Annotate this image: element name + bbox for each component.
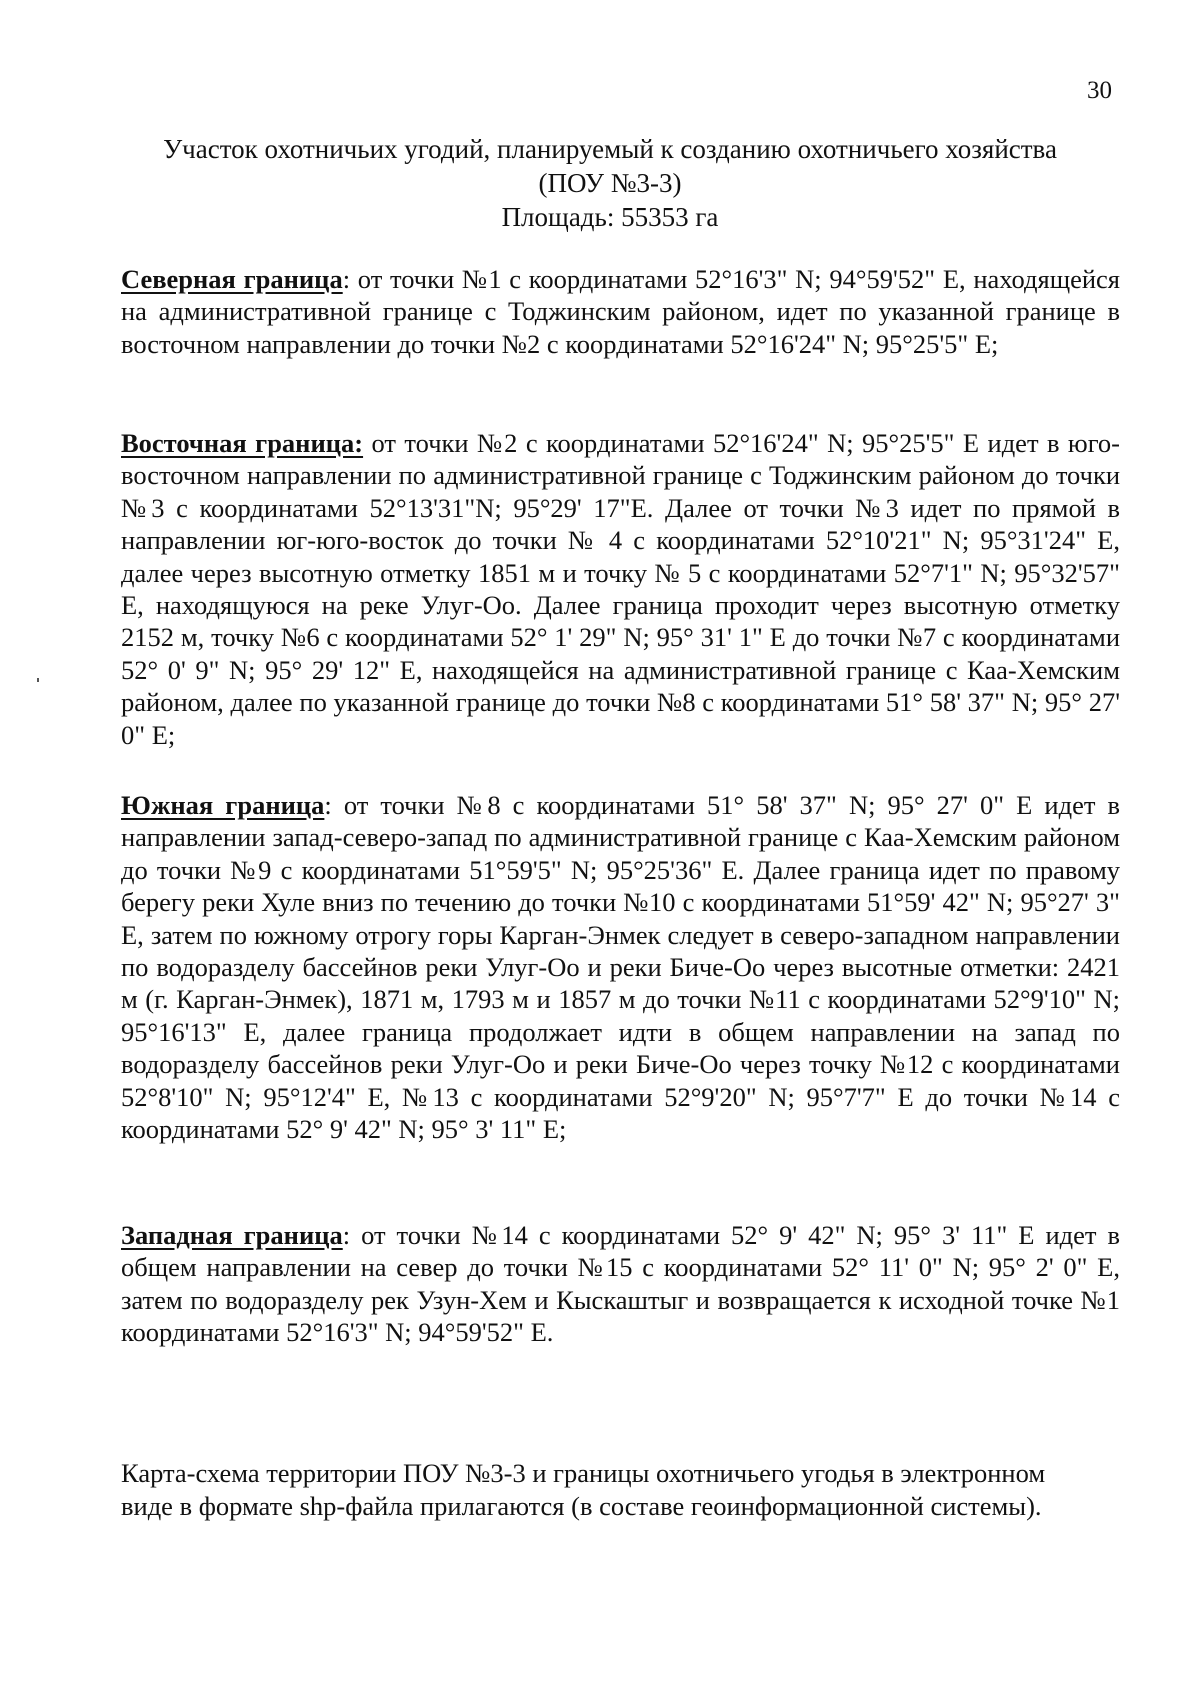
west-boundary-paragraph — [121, 1219, 1120, 1349]
west-boundary-text: : от точки №14 с координатами 52° 9' 42" N; 95° 3' 11" E идет в общем направлении на север до точки №15 с координатами 52° 11' 0" N; 95° 2' 0" E, затем по водоразделу рек Узун-Хем и Кыскаштыг и возвращается к исходной точке №1 координатами 52°16'3" N; 94°59'52" E. — [121, 1220, 1120, 1348]
north-boundary-paragraph — [121, 263, 1120, 360]
page-number: 30 — [1087, 77, 1112, 104]
header-area: Площадь: 55353 га — [501, 202, 719, 232]
west-boundary-heading: Западная граница — [121, 1220, 343, 1250]
document-header — [100, 132, 1120, 234]
scan-speck — [37, 678, 39, 682]
east-boundary-paragraph — [121, 427, 1120, 751]
attachment-note-line-2: виде в формате shp-файла прилагаются (в составе геоинформационной системы). — [121, 1491, 1042, 1521]
header-code: (ПОУ №3-3) — [538, 168, 682, 198]
north-boundary-heading: Северная граница — [121, 264, 343, 294]
north-boundary-text: : от точки №1 с координатами 52°16'3" N; 94°59'52" E, находящейся на административной границе с Тоджинским районом, идет по указанной границе в восточном направлении до точки №2 с координатами 52°16'24" N; 95°25'5" E; — [121, 264, 1121, 359]
south-boundary-text: : от точки №8 с координатами 51° 58' 37" N; 95° 27' 0" E идет в направлении запад-северо-запад по административной границе с Каа-Хемским районом до точки №9 с координатами 51°59'5" N; 95°25'36" E. Далее граница идет по правому берегу реки Хуле вниз по течению до точки №10 с координатами 51°59' 42" N; 95°27' 3" E, затем по южному отрогу горы Карган-Энмек следует в северо-западном направлении по водоразделу бассейнов реки Улуг-Оо и реки Биче-Оо через высотные отметки: 2421 м (г. Карган-Энмек), 1871 м, 1793 м и 1857 м до точки №11 с координатами 52°9'10" N; 95°16'13" E, далее граница продолжает идти в общем направлении на запад по водоразделу бассейнов реки Улуг-Оо и реки Биче-Оо через точку №12 с координатами 52°8'10" N; 95°12'4" E, №13 с координатами 52°9'20" N; 95°7'7" E до точки №14 с координатами 52° 9' 42" N; 95° 3' 11" E; — [121, 790, 1121, 1145]
header-title: Участок охотничьих угодий, планируемый к созданию охотничьего хозяйства — [163, 134, 1057, 164]
map-attachment-note — [121, 1457, 1120, 1523]
east-boundary-heading: Восточная граница: — [121, 428, 364, 458]
south-boundary-paragraph — [121, 789, 1120, 1145]
south-boundary-heading: Южная граница — [121, 790, 325, 820]
attachment-note-line-1: Карта-схема территории ПОУ №3-3 и границы охотничьего угодья в электронном — [121, 1458, 1046, 1488]
east-boundary-text: от точки №2 с координатами 52°16'24" N; 95°25'5" E идет в юго-восточном направлении по административной границе с Тоджинским районом до точки №3 с координатами 52°13'31"N; 95°29' 17"E. Далее от точки №3 идет по прямой в направлении юг-юго-восток до точки № 4 с координатами 52°10'21" N; 95°31'24" E, далее через высотную отметку 1851 м и точку № 5 с координатами 52°7'1" N; 95°32'57" E, находящуюся на реке Улуг-Оо. Далее граница проходит через высотную отметку 2152 м, точку №6 с координатами 52° 1' 29" N; 95° 31' 1" E до точки №7 с координатами 52° 0' 9" N; 95° 29' 12" E, находящейся на административной границе с Каа-Хемским районом, далее по указанной границе до точки №8 с координатами 51° 58' 37" N; 95° 27' 0" E; — [121, 428, 1120, 750]
